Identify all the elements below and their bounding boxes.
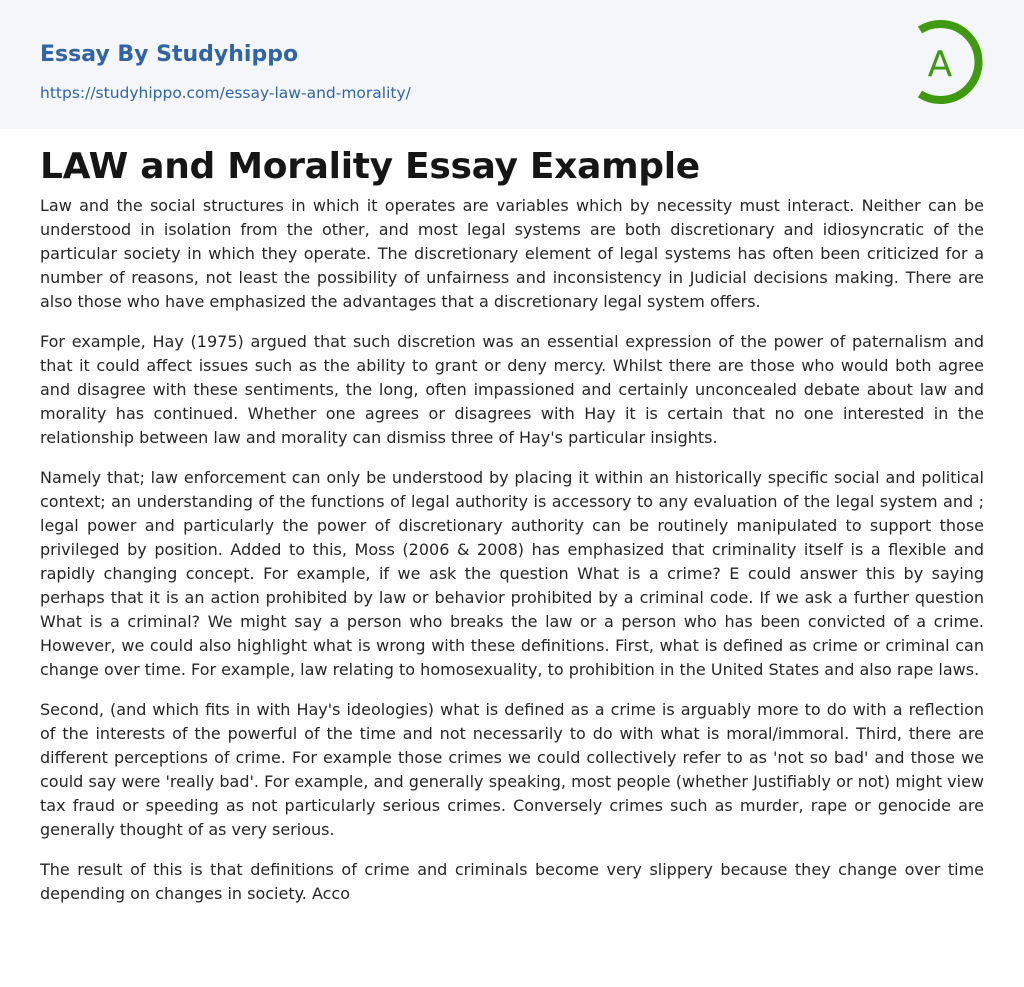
paragraph: Law and the social structures in which it operates are variables which by necessity must interact. Neither can be understood in isolation from the other, and most legal systems are both discretionary and idiosyncratic of the particular society in which they operate. The discretionary element of legal systems has often been criticized for a number of reasons, not least the possibility of unfairness and inconsistency in Judicial decisions making. There are also those who have emphasized the advantages that a discretionary legal system offers.: [40, 196, 984, 311]
site-header: [0, 0, 1024, 129]
paragraph: Second, (and which fits in with Hay's ideologies) what is defined as a crime is arguably more to do with a reflection of the interests of the powerful of the time and not necessarily to do with what is moral/immoral. Third, there are different perceptions of crime. For example those crimes we could collectively refer to as 'not so bad' and those we could say were 'really bad'. For example, and generally speaking, most people (whether Justifiably or not) might view tax fraud or speeding as not particularly serious crimes. Conversely crimes such as murder, rape or genocide are generally thought of as very serious.: [40, 700, 984, 839]
paragraph: For example, Hay (1975) argued that such discretion was an essential expression of the power of paternalism and that it could affect issues such as the ability to grant or deny mercy. Whilst there are those who would both agree and disagree with these sentiments, the long, often impassioned and certainly unconcealed debate about law and morality has continued. Whether one agrees or disagrees with Hay it is certain that no one interested in the relationship between law and morality can dismiss three of Hay's particular insights.: [40, 332, 984, 447]
essay-url-link[interactable]: https://studyhippo.com/essay-law-and-morality/: [40, 84, 411, 102]
logo-letter: A: [927, 44, 953, 85]
studyhippo-logo-icon[interactable]: [910, 18, 988, 106]
essay-body: [40, 194, 984, 922]
site-brand[interactable]: Essay By Studyhippo: [40, 42, 299, 67]
paragraph: Namely that; law enforcement can only be understood by placing it within an historically specific social and political context; an understanding of the functions of legal authority is accessory to any evaluation of the legal system and ; legal power and particularly the power of discretionary authority can be routinely manipulated to support those privileged by position. Added to this, Moss (2006 & 2008) has emphasized that criminality itself is a flexible and rapidly changing concept. For example, if we ask the question What is a crime? E could answer this by saying perhaps that it is an action prohibited by law or behavior prohibited by a criminal code. If we ask a further question What is a criminal? We might say a person who breaks the law or a person who has been convicted of a crime. However, we could also highlight what is wrong with these definitions. First, what is defined as crime or criminal can change over time. For example, law relating to homosexuality, to prohibition in the United States and also rape laws.: [40, 468, 984, 679]
page-title: LAW and Morality Essay Example: [40, 146, 700, 187]
paragraph: The result of this is that definitions of crime and criminals become very slippery because they change over time depending on changes in society. Acco: [40, 860, 984, 903]
